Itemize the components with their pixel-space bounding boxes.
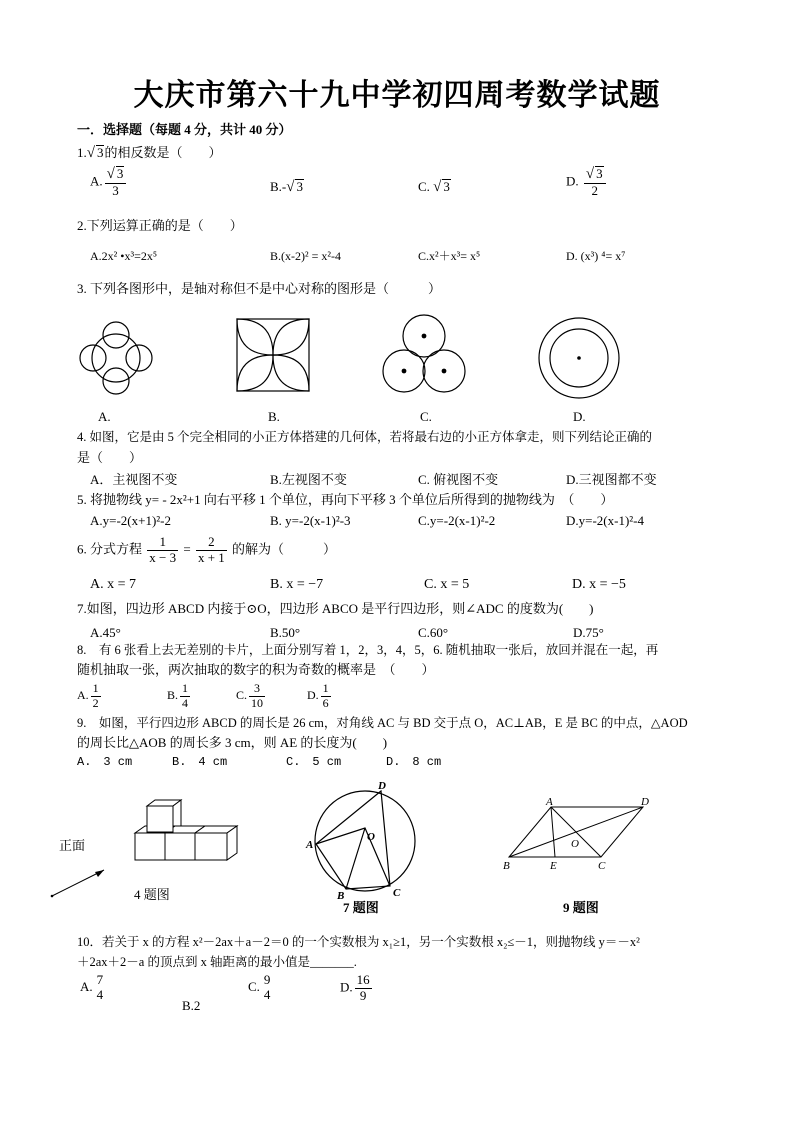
- figure-4-front-label: 正面: [59, 838, 86, 853]
- question-3-label-c: C.: [420, 409, 432, 424]
- figure-7-label-o: O: [367, 831, 375, 843]
- figure-9-label-d: D: [641, 796, 649, 808]
- question-6-option-c: C. x = 5: [424, 577, 470, 592]
- question-6-option-b: B. x = −7: [270, 577, 324, 592]
- figure-4-cubes: [133, 798, 245, 862]
- question-9-option-b: B. 4 cm: [172, 755, 228, 769]
- question-6-stem: 6. 分式方程 $\frac{1}{x - 3}$ = $\frac{2}{x + 1}$ 的解为（ ）: [77, 534, 337, 565]
- figure-4-arrow: [48, 866, 110, 900]
- figure-9-label-o: O: [571, 838, 579, 850]
- figure-9-label-c: C: [598, 860, 606, 872]
- question-1-option-c: C. √ 3: [418, 179, 450, 195]
- question-8-option-d: D. $\frac{1}{6}$: [307, 681, 329, 710]
- question-4-line-1: 4. 如图，它是由 5 个完全相同的小正方体搭建的几何体，若将最右边的小正方体拿走，则下列结论正确的: [77, 430, 653, 444]
- figure-9-label-a: A: [546, 796, 553, 808]
- question-5-option-a: A.y=-2(x+1)²-2: [90, 513, 172, 528]
- question-10-option-c: C. 9 4: [248, 972, 271, 1002]
- question-7-option-c: C.60°: [418, 625, 449, 640]
- question-5-stem: 5. 将抛物线 y= - 2x²+1 向右平移 1 个单位，再向下平移 3 个单位后所得到的抛物线为 （ ）: [77, 492, 614, 507]
- question-4-option-d: D.三视图都不变: [566, 472, 657, 487]
- question-10-line-2: ＋2ax＋2－a 的顶点到 x 轴距离的最小值是_______.: [77, 955, 357, 969]
- question-3-figure-a: [76, 318, 156, 398]
- question-5-option-b: B. y=-2(x-1)²-3: [270, 513, 351, 528]
- question-8-line-2: 随机抽取一张，两次抽取的数字的积为奇数的概率是 （ ）: [77, 662, 435, 677]
- question-3-figure-d: [537, 316, 621, 400]
- figure-7-caption: 7 题图: [343, 900, 379, 915]
- question-7-option-d: D.75°: [573, 625, 604, 640]
- question-6-option-a: A. x = 7: [90, 577, 137, 592]
- question-3-label-d: D.: [573, 409, 586, 424]
- figure-7-label-a: A: [306, 839, 314, 851]
- question-2-option-a: A.2x² •x³=2x⁵: [90, 249, 158, 263]
- question-2-stem: 2.下列运算正确的是（ ）: [77, 218, 243, 233]
- page-title: 大庆市第六十九中学初四周考数学试题: [133, 78, 661, 113]
- question-2-option-d: D. (x³) ⁴= x⁷: [566, 249, 626, 263]
- question-10-line-1: 10．若关于 x 的方程 x²－2ax＋a－2＝0 的一个实数根为 x₁≥1，另一个实数根 x₂≤－1，则抛物线 y＝－x²: [77, 935, 640, 949]
- question-1-option-d: D. $\frac{√ 3}{2}$: [566, 166, 608, 199]
- figure-7-label-d: D: [378, 780, 386, 792]
- question-2-option-b: B.(x-2)² = x²-4: [270, 249, 341, 263]
- question-1-stem: 1.√ 3的相反数是（ ）: [77, 145, 222, 161]
- figure-7-label-c: C: [393, 887, 401, 899]
- question-3-figure-b: [236, 318, 310, 392]
- section-heading: 一．选择题（每题 4 分，共计 40 分）: [77, 122, 292, 137]
- figure-7-diagram: [305, 778, 425, 902]
- question-10-option-b: B.2: [182, 998, 201, 1013]
- question-3-label-b: B.: [268, 409, 280, 424]
- question-8-option-b: B. $\frac{1}{4}$: [167, 681, 189, 710]
- question-9-option-d: D. 8 cm: [386, 755, 442, 769]
- question-5-option-d: D.y=-2(x-1)²-4: [566, 513, 645, 528]
- question-8-option-a: A. $\frac{1}{2}$: [77, 681, 99, 710]
- question-4-option-b: B.左视图不变: [270, 472, 347, 487]
- question-9-line-2: 的周长比△AOB 的周长多 3 cm，则 AE 的长度为( ): [77, 735, 388, 750]
- question-6-option-d: D. x = −5: [572, 577, 626, 592]
- question-10-option-d: D. $\frac{16}{9}$: [340, 972, 370, 1003]
- question-7-option-b: B.50°: [270, 625, 301, 640]
- question-3-stem: 3. 下列各图形中，是轴对称但不是中心对称的图形是（ ）: [77, 281, 442, 296]
- question-7-option-a: A.45°: [90, 625, 121, 640]
- question-7-stem: 7.如图，四边形 ABCD 内接于⊙O，四边形 ABCO 是平行四边形，则∠ADC 的度数为( ): [77, 601, 594, 616]
- question-4-option-a: A．主视图不变: [90, 472, 178, 487]
- question-4-option-c: C. 俯视图不变: [418, 472, 499, 487]
- question-4-line-2: 是（ ）: [77, 450, 143, 465]
- question-8-option-c: C. $\frac{3}{10}$: [236, 681, 264, 710]
- figure-9-caption: 9 题图: [563, 900, 599, 915]
- figure-9-diagram: [500, 795, 660, 875]
- figure-4-caption: 4 题图: [134, 887, 170, 902]
- question-9-line-1: 9. 如图，平行四边形 ABCD 的周长是 26 cm，对角线 AC 与 BD 交于点 O，AC⊥AB，E 是 BC 的中点，△AOD: [77, 716, 688, 730]
- figure-9-label-e: E: [550, 860, 557, 872]
- question-10-option-a: A. 7 4: [80, 972, 104, 1002]
- question-3-figure-c: [380, 312, 468, 396]
- question-3-label-a: A.: [98, 409, 111, 424]
- question-1-option-a: A. $\frac{√ 3}{3}$: [90, 166, 128, 199]
- question-5-option-c: C.y=-2(x-1)²-2: [418, 513, 496, 528]
- question-9-option-c: C. 5 cm: [286, 755, 342, 769]
- question-2-option-c: C.x²＋x³= x⁵: [418, 249, 481, 263]
- question-1-option-b: B.-√ 3: [270, 179, 303, 195]
- question-8-line-1: 8. 有 6 张看上去无差别的卡片，上面分别写着 1，2，3，4，5，6. 随机抽取一张后，放回并混在一起，再: [77, 643, 659, 657]
- question-9-option-a: A. 3 cm: [77, 755, 133, 769]
- figure-9-label-b: B: [503, 860, 510, 872]
- figure-7-label-b: B: [337, 890, 345, 902]
